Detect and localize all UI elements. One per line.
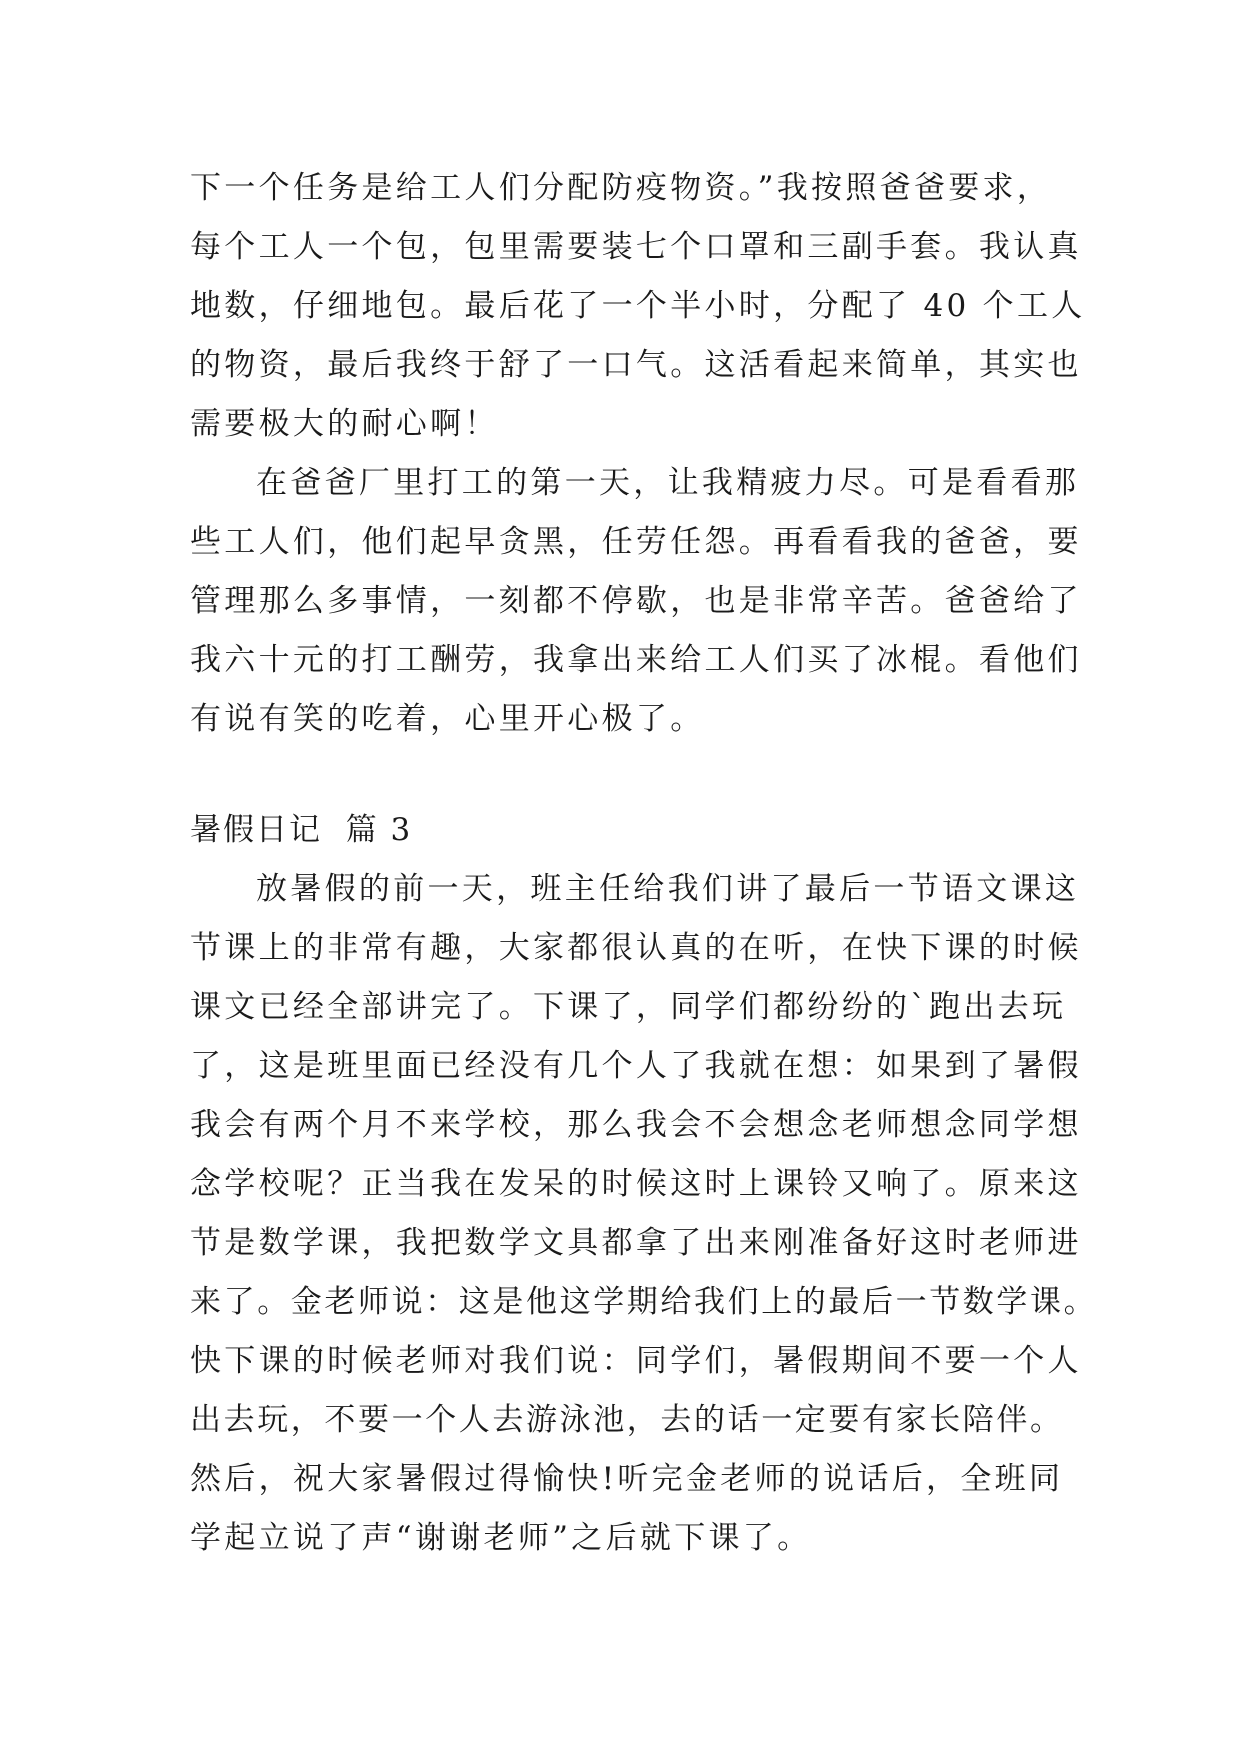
paragraph-line: 地数，仔细地包。最后花了一个半小时，分配了 40 个工人 <box>190 288 1086 324</box>
paragraph-line: 在爸爸厂里打工的第一天，让我精疲力尽。可是看看那 <box>256 465 1080 501</box>
paragraph-line: 来了。金老师说：这是他这学期给我们上的最后一节数学课。 <box>190 1284 1098 1320</box>
paragraph-line: 些工人们，他们起早贪黑，任劳任怨。再看看我的爸爸，要 <box>190 524 1082 560</box>
paragraph-line: 学起立说了声“谢谢老师”之后就下课了。 <box>190 1520 812 1556</box>
paragraph-line: 放暑假的前一天，班主任给我们讲了最后一节语文课这 <box>256 871 1080 907</box>
paragraph-line: 的物资，最后我终于舒了一口气。这活看起来简单，其实也 <box>190 347 1082 383</box>
paragraph-line: 了，这是班里面已经没有几个人了我就在想：如果到了暑假 <box>190 1048 1082 1084</box>
paragraph-line: 念学校呢？正当我在发呆的时候这时上课铃又响了。原来这 <box>190 1166 1082 1202</box>
paragraph-line: 有说有笑的吃着，心里开心极了。 <box>190 701 705 737</box>
paragraph-line: 节是数学课，我把数学文具都拿了出来刚准备好这时老师进 <box>190 1225 1082 1261</box>
paragraph-line: 我六十元的打工酬劳，我拿出来给工人们买了冰棍。看他们 <box>190 642 1082 678</box>
paragraph-line: 管理那么多事情，一刻都不停歇，也是非常辛苦。爸爸给了 <box>190 583 1082 619</box>
paragraph-line: 课文已经全部讲完了。下课了，同学们都纷纷的`跑出去玩 <box>190 989 1067 1025</box>
paragraph-line: 我会有两个月不来学校，那么我会不会想念老师想念同学想 <box>190 1107 1082 1143</box>
paragraph-line: 节课上的非常有趣，大家都很认真的在听，在快下课的时候 <box>190 930 1082 966</box>
paragraph-line: 然后，祝大家暑假过得愉快!听完金老师的说话后，全班同 <box>190 1461 1064 1497</box>
paragraph-line: 需要极大的耐心啊！ <box>190 406 499 442</box>
paragraph-line: 下一个任务是给工人们分配防疫物资。”我按照爸爸要求， <box>190 170 1052 206</box>
paragraph-line: 出去玩，不要一个人去游泳池，去的话一定要有家长陪伴。 <box>190 1402 1064 1438</box>
paragraph-line: 快下课的时候老师对我们说：同学们，暑假期间不要一个人 <box>190 1343 1082 1379</box>
paragraph-line: 每个工人一个包，包里需要装七个口罩和三副手套。我认真 <box>190 229 1082 265</box>
section-heading: 暑假日记 篇 3 <box>190 812 413 848</box>
